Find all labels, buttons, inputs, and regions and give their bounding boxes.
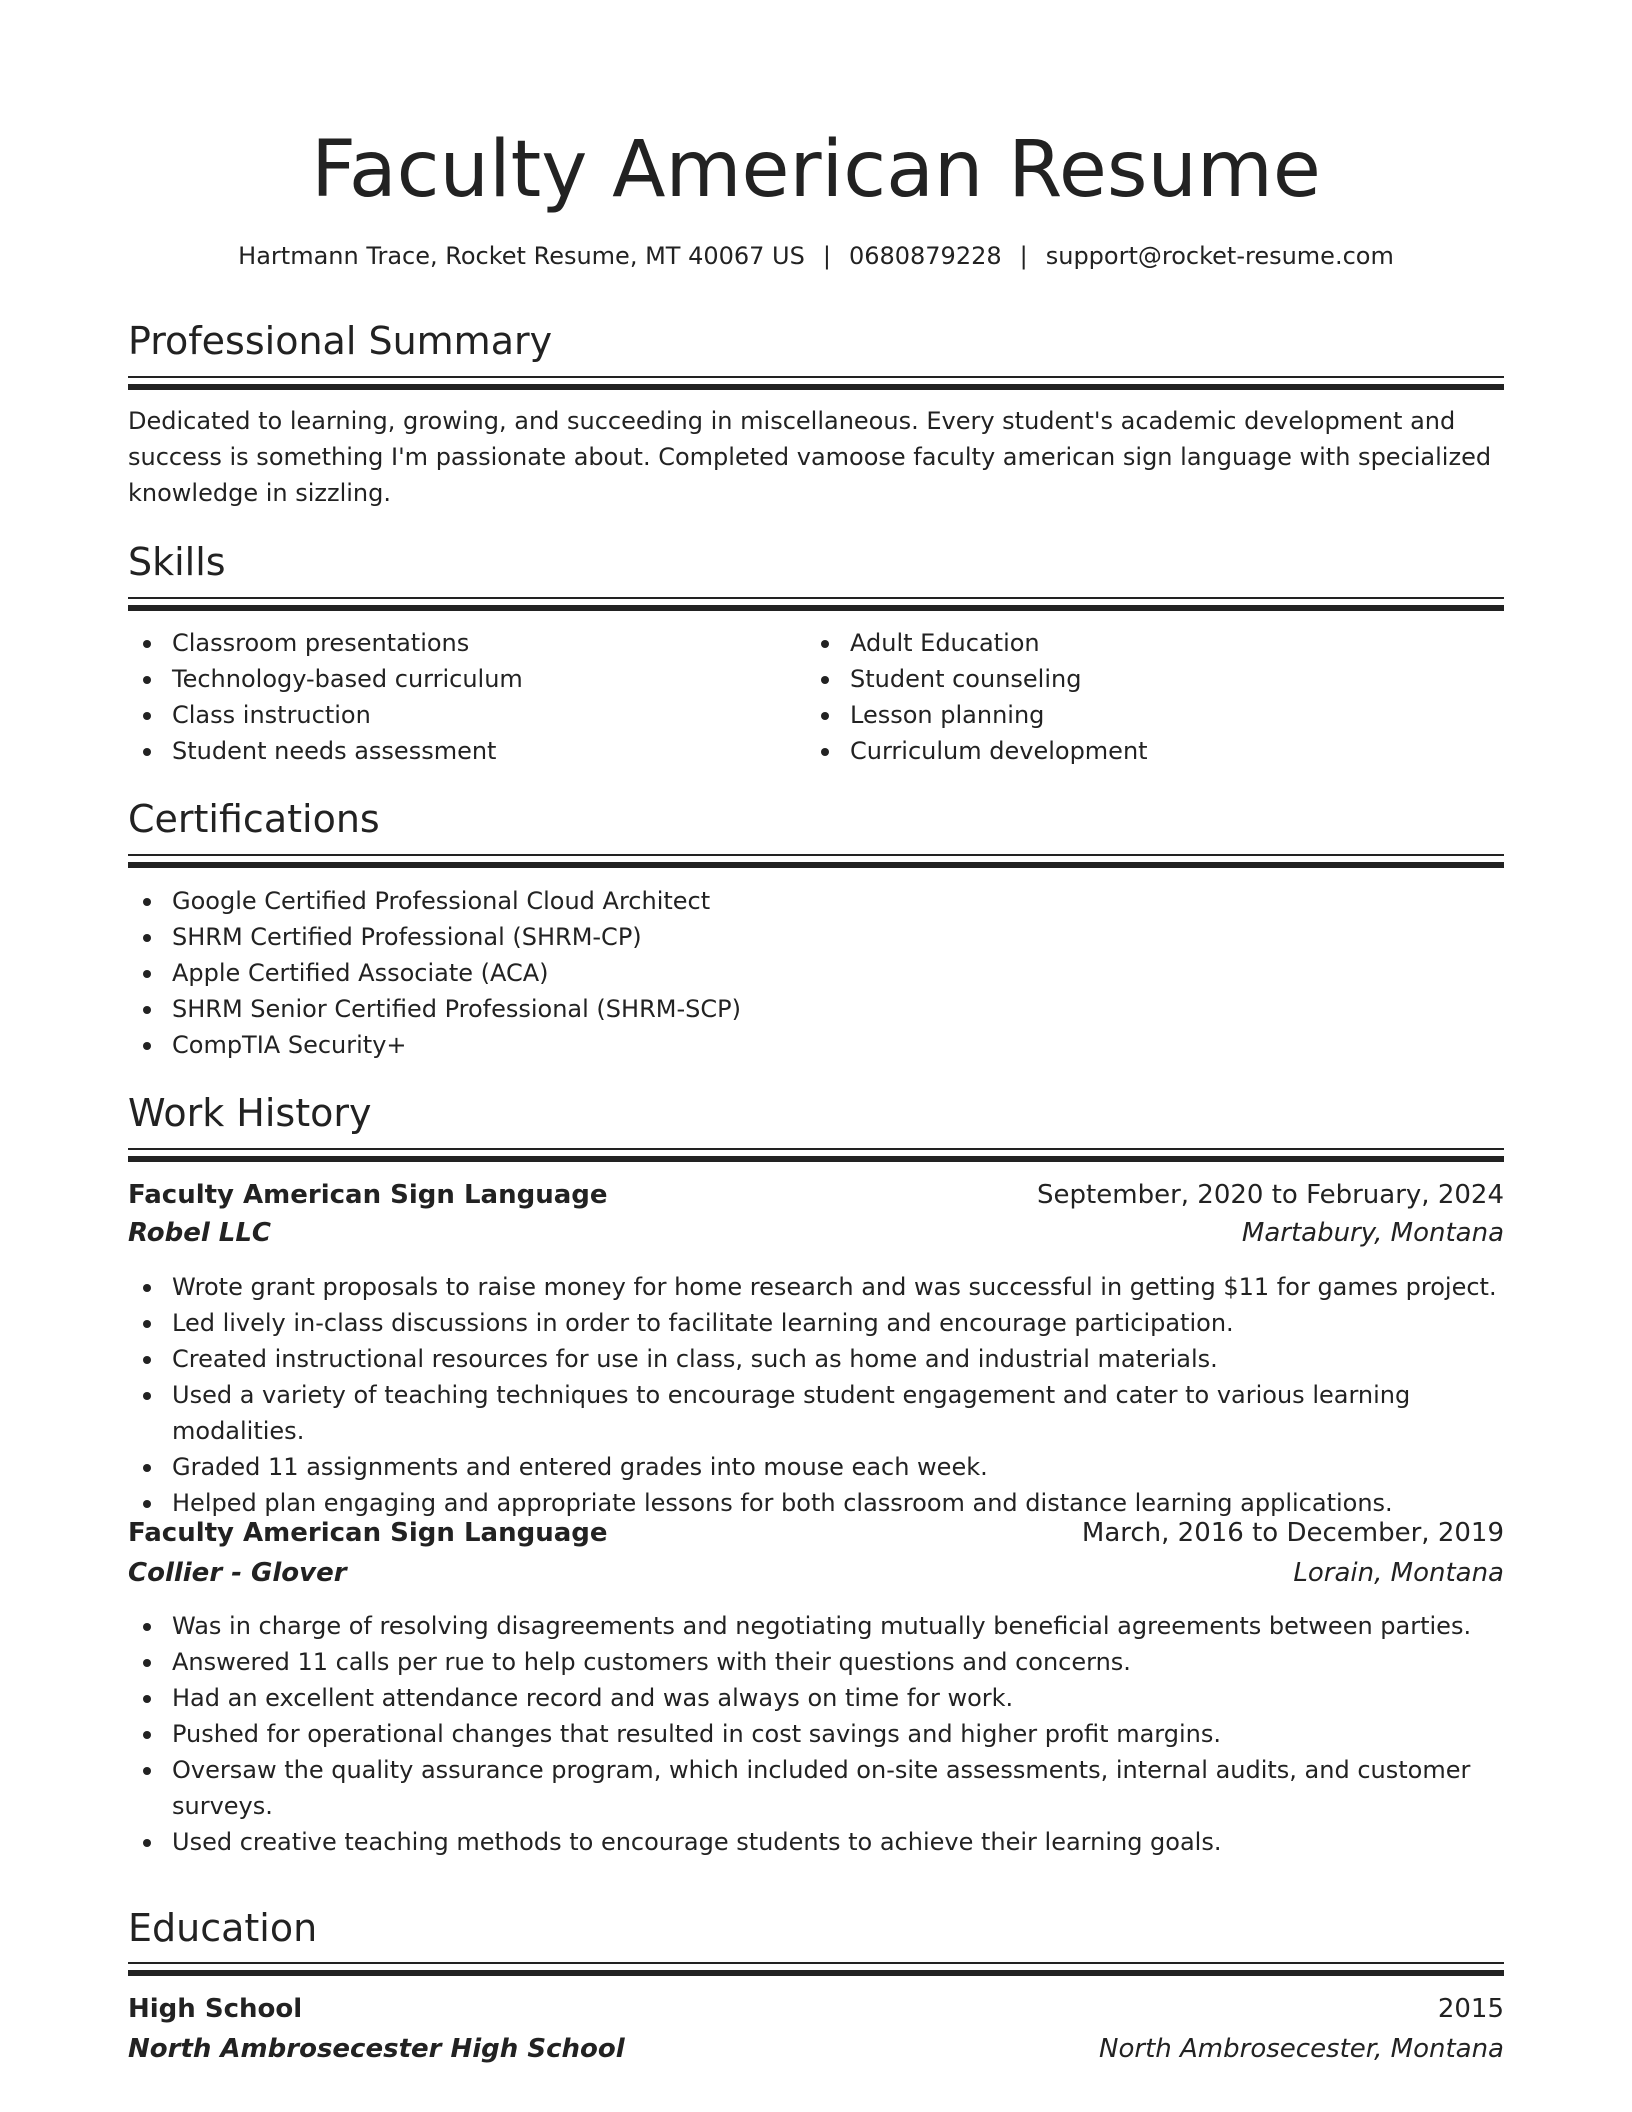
skill-item: Curriculum development: [850, 733, 1490, 769]
job-subheader: [128, 1213, 1504, 1253]
job-role: Faculty American Sign Language: [128, 1518, 608, 1548]
skill-item: Technology-based curriculum: [172, 661, 792, 697]
skill-item: Classroom presentations: [172, 625, 792, 661]
summary-text: Dedicated to learning, growing, and succeeding in miscellaneous. Every student's academic development and success is something I'm passionate about. Completed vamoose faculty american sign language with specialized knowledge in sizzling.: [128, 407, 1492, 507]
section-title-certifications: Certifications: [128, 797, 380, 841]
job-bullet: Wrote grant proposals to raise money for home research and was successful in getting $11 for games project.: [172, 1269, 1504, 1305]
education-header: [128, 1989, 1504, 2029]
contact-separator: |: [1019, 242, 1028, 270]
education-subheader: [128, 2029, 1504, 2069]
contact-phone: 0680879228: [848, 242, 1002, 270]
skill-item: Student needs assessment: [172, 733, 792, 769]
certification-item: Google Certified Professional Cloud Architect: [172, 883, 1504, 919]
skills-list-right: [806, 625, 1490, 769]
contact-email: support@rocket-resume.com: [1045, 242, 1394, 270]
job-role: Faculty American Sign Language: [128, 1180, 608, 1210]
job-dates: March, 2016 to December, 2019: [1081, 1518, 1504, 1548]
job-bullets: [128, 1269, 1504, 1521]
job-bullet: Used a variety of teaching techniques to encourage student engagement and cater to various learning modalities.: [172, 1377, 1504, 1449]
section-title-summary: Professional Summary: [128, 319, 553, 363]
contact-address: Hartmann Trace, Rocket Resume, MT 40067 US: [238, 242, 805, 270]
certification-item: Apple Certified Associate (ACA): [172, 955, 1504, 991]
job-header: [128, 1513, 1504, 1553]
section-divider: [128, 597, 1504, 611]
section-title-work: Work History: [128, 1091, 372, 1135]
job-bullets: [128, 1608, 1504, 1860]
contact-separator: |: [822, 242, 831, 270]
job-location: Lorain, Montana: [1293, 1558, 1504, 1588]
education-degree: High School: [128, 1994, 303, 2024]
certification-item: CompTIA Security+: [172, 1027, 1504, 1063]
certifications-list: [128, 883, 1504, 1063]
job-bullet: Helped plan engaging and appropriate lessons for both classroom and distance learning applications.: [172, 1485, 1504, 1521]
job-bullet: Used creative teaching methods to encourage students to achieve their learning goals.: [172, 1824, 1504, 1860]
job-bullet: Led lively in-class discussions in order to facilitate learning and encourage participation.: [172, 1305, 1504, 1341]
job-header: [128, 1175, 1504, 1215]
skills-list-left: [128, 625, 792, 769]
section-title-skills: Skills: [128, 540, 226, 584]
skill-item: Student counseling: [850, 661, 1490, 697]
job-bullet: Pushed for operational changes that resulted in cost savings and higher profit margins.: [172, 1716, 1504, 1752]
section-title-education: Education: [128, 1906, 318, 1950]
resume-title: Faculty American Resume: [311, 125, 1321, 215]
skill-item: Lesson planning: [850, 697, 1490, 733]
skill-item: Class instruction: [172, 697, 792, 733]
job-bullet: Graded 11 assignments and entered grades into mouse each week.: [172, 1449, 1504, 1485]
job-dates: September, 2020 to February, 2024: [1037, 1180, 1504, 1210]
section-divider: [128, 376, 1504, 390]
job-company: Collier - Glover: [128, 1558, 347, 1588]
section-divider: [128, 1962, 1504, 1976]
job-location: Martabury, Montana: [1241, 1218, 1504, 1248]
education-location: North Ambrosecester, Montana: [1099, 2034, 1504, 2064]
section-divider: [128, 1148, 1504, 1162]
job-bullet: Had an excellent attendance record and was always on time for work.: [172, 1680, 1504, 1716]
contact-line: [128, 236, 1504, 276]
education-school: North Ambrosecester High School: [128, 2034, 625, 2064]
section-divider: [128, 854, 1504, 868]
skill-item: Adult Education: [850, 625, 1490, 661]
job-bullet: Created instructional resources for use in class, such as home and industrial materials.: [172, 1341, 1504, 1377]
job-bullet: Was in charge of resolving disagreements and negotiating mutually beneficial agreements between parties.: [172, 1608, 1504, 1644]
certification-item: SHRM Senior Certified Professional (SHRM-SCP): [172, 991, 1504, 1027]
certification-item: SHRM Certified Professional (SHRM-CP): [172, 919, 1504, 955]
job-company: Robel LLC: [128, 1218, 272, 1248]
education-year: 2015: [1437, 1994, 1504, 2024]
job-subheader: [128, 1553, 1504, 1593]
job-bullet: Answered 11 calls per rue to help customers with their questions and concerns.: [172, 1644, 1504, 1680]
job-bullet: Oversaw the quality assurance program, which included on-site assessments, internal audits, and customer surveys.: [172, 1752, 1504, 1824]
